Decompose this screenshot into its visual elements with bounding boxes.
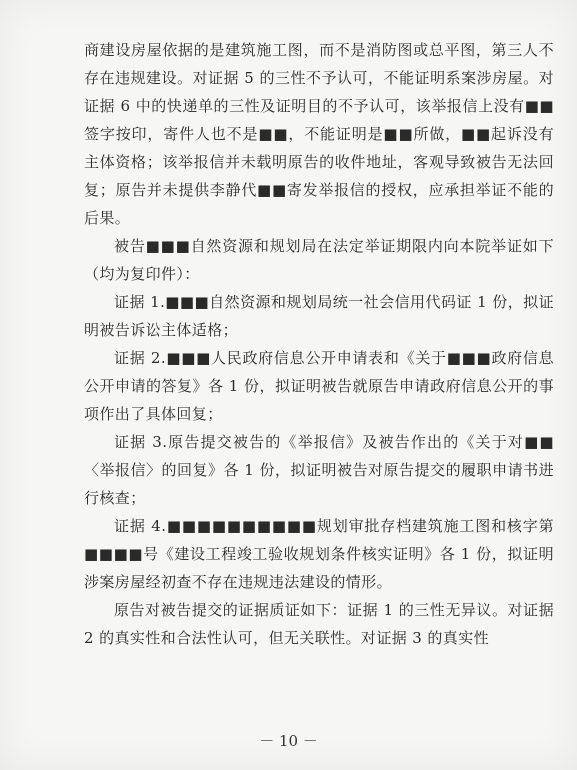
paragraph-continuation: 商建设房屋依据的是建筑施工图，而不是消防图或总平图，第三人不存在违规建设。对证据 5 的三性不予认可，不能证明系案涉房屋。对证据 6 中的快递单的三性及证明目的不予认可，该举报信上没有■■签字按印，寄件人也不是■■，不能证明是■■所做，■■起诉没有主体资格；该举报信并未载明原告的收件地址，客观导致被告无法回复；原告并未提供李静代■■寄发举报信的授权，应承担举证不能的后果。 — [84, 41, 554, 227]
paragraph-evidence-2: 证据 2.■■■人民政府信息公开申请表和《关于■■■政府信息公开申请的答复》各 1 份，拟证明被告就原告申请政府信息公开的事项作出了具体回复； — [84, 349, 554, 423]
paragraph-evidence-1: 证据 1.■■■自然资源和规划局统一社会信用代码证 1 份，拟证明被告诉讼主体适格； — [84, 293, 554, 339]
paragraph-defendant-evidence-intro: 被告■■■自然资源和规划局在法定举证期限内向本院举证如下（均为复印件）： — [84, 237, 554, 283]
paragraph-evidence-4: 证据 4.■■■■■■■■■■规划审批存档建筑施工图和核字第■■■■号《建设工程竣工验收规划条件核实证明》各 1 份，拟证明涉案房屋经初查不存在违规违法建设的情形。 — [84, 517, 554, 591]
document-body — [84, 36, 554, 652]
page-number: － 10 － — [259, 732, 318, 750]
paragraph-plaintiff-cross-examination: 原告对被告提交的证据质证如下：证据 1 的三性无异议。对证据 2 的真实性和合法性认可，但无关联性。对证据 3 的真实性 — [84, 601, 554, 647]
paragraph-evidence-3: 证据 3.原告提交被告的《举报信》及被告作出的《关于对■■〈举报信〉的回复》各 1 份，拟证明被告对原告提交的履职申请书进行核查； — [84, 433, 554, 507]
